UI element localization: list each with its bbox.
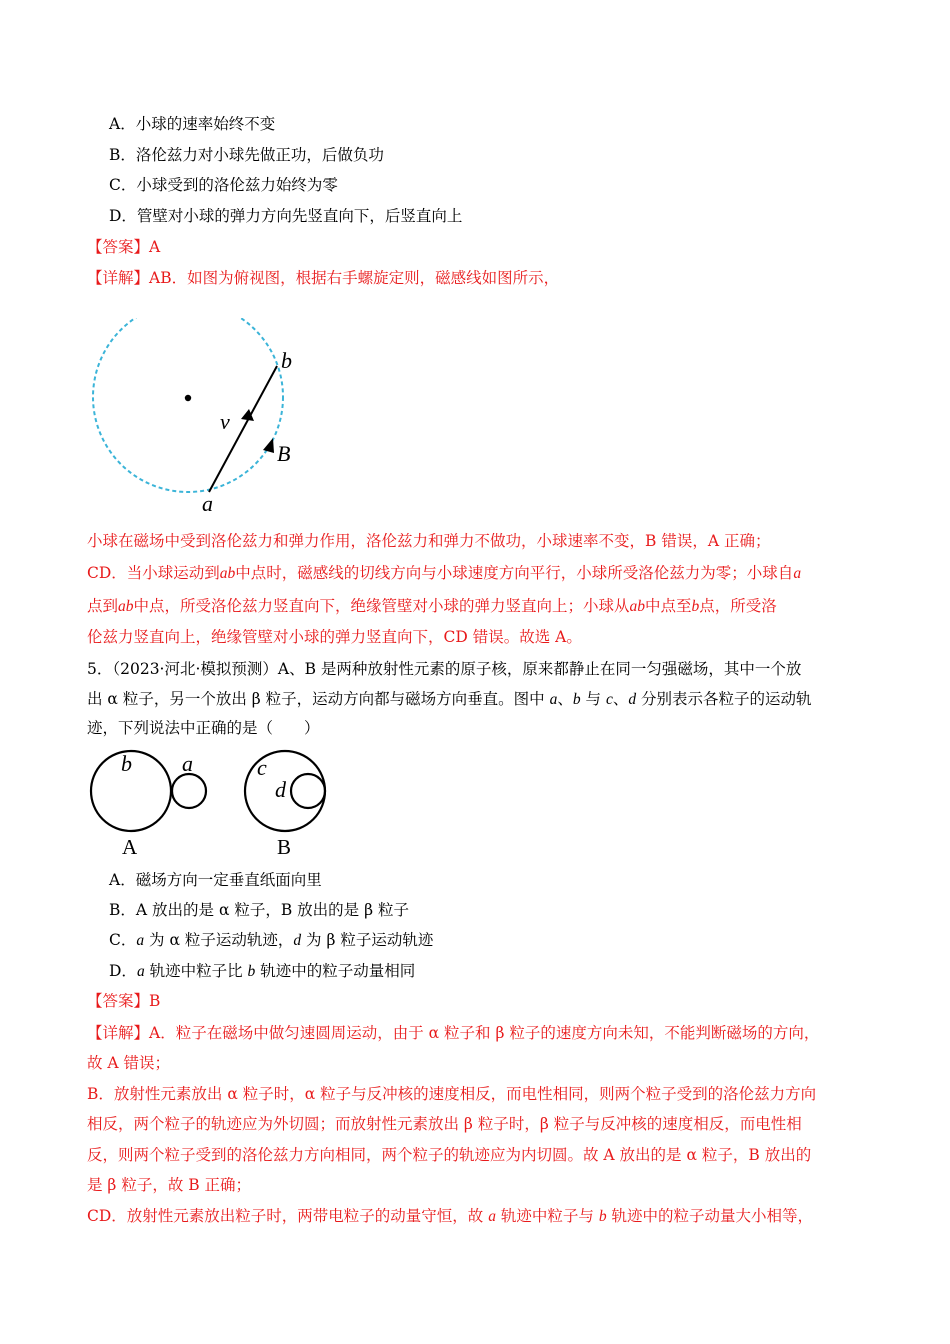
detail-tag: 【详解】 (87, 269, 150, 287)
text: 轨迹中粒子比 (144, 962, 248, 980)
var-a: a (136, 963, 145, 980)
text: 分别表示各粒子的运动轨 (636, 690, 812, 708)
text: 为 α 粒子运动轨迹， (144, 931, 294, 949)
q5-detail-line4: 相反，两个粒子的轨迹应为外切圆；而放射性元素放出 β 粒子时，β 粒子与反冲核的速度相反，而电性相 (87, 1115, 802, 1133)
detail-intro-text: AB．如图为俯视图，根据右手螺旋定则，磁感线如图所示， (149, 269, 560, 287)
q5-option-c (109, 930, 433, 951)
q5-detail-line6: 是 β 粒子，故 B 正确； (87, 1176, 252, 1194)
explanation-p2-line1 (87, 563, 801, 584)
var-a: a (549, 691, 558, 708)
label-B: B (277, 441, 291, 466)
label-v: v (220, 409, 230, 434)
q5-option-d (109, 961, 415, 982)
magnetic-field-figure (85, 318, 315, 518)
var-ab: ab (118, 598, 134, 615)
text: 、 (557, 690, 573, 708)
text: 中点，所受洛伦兹力竖直向下，绝缘管壁对小球的弹力竖直向上；小球从 (133, 597, 630, 615)
var-a: a (488, 1208, 496, 1225)
label-a: a (202, 491, 213, 516)
q5-detail-line1 (87, 1023, 819, 1043)
var-c: c (605, 691, 613, 708)
detail-q4-intro (87, 268, 559, 288)
option-a: A．小球的速率始终不变 (109, 115, 276, 133)
text: 中点至 (645, 597, 692, 615)
label-b: b (281, 348, 292, 373)
explanation-p2-line2 (87, 596, 777, 617)
var-ab: ab (629, 598, 646, 615)
text: 与 (580, 690, 606, 708)
var-b: b (247, 963, 256, 980)
option-d: D．管壁对小球的弹力方向先竖直向下，后竖直向上 (109, 207, 463, 225)
circle-B-small (291, 774, 325, 808)
option-b: B．洛伦兹力对小球先做正功，后做负功 (109, 146, 384, 164)
text: 轨迹中的粒子动量相同 (255, 962, 416, 980)
label-a: a (182, 751, 193, 776)
field-line-circle (93, 318, 283, 492)
q5-detail-line7 (87, 1206, 813, 1227)
text: 轨迹中的粒子动量大小相等， (606, 1207, 814, 1225)
label-d: d (275, 777, 286, 802)
text: CD．放射性元素放出粒子时，两带电粒子的动量守恒，故 (87, 1207, 489, 1225)
var-ab: ab (219, 565, 236, 582)
var-b: b (598, 1208, 607, 1225)
text: A．粒子在磁场中做匀速圆周运动，由于 α 粒子和 β 粒子的速度方向未知，不能判断磁场的方向， (149, 1024, 820, 1042)
q5-detail-line2: 故 A 错误； (87, 1054, 171, 1072)
q5-stem-line3: 迹，下列说法中正确的是（ ） (87, 719, 320, 737)
caption-A: A (122, 835, 138, 859)
text: 点到 (87, 597, 119, 615)
answer-q4: 【答案】A (87, 238, 161, 256)
text: 为 β 粒子运动轨迹 (301, 931, 434, 949)
text: 中点时，磁感线的切线方向与小球速度方向平行，小球所受洛伦兹力为零；小球自 (235, 564, 794, 582)
var-b: b (691, 598, 700, 615)
option-c: C．小球受到的洛伦兹力始终为零 (109, 176, 338, 194)
field-arrowhead (263, 438, 274, 453)
explanation-p1: 小球在磁场中受到洛伦兹力和弹力作用，洛伦兹力和弹力不做功，小球速率不变，B 错误，A 正确； (87, 532, 771, 550)
q5-option-b: B．A 放出的是 α 粒子，B 放出的是 β 粒子 (109, 901, 409, 919)
q5-detail-line5: 反，则两个粒子受到的洛伦兹力方向相同，两个粒子的轨迹应为内切圆。故 A 放出的是 α 粒子，B 放出的 (87, 1146, 812, 1164)
var-a: a (136, 932, 145, 949)
answer-q5: 【答案】B (87, 992, 161, 1010)
text: 点，所受洛 (699, 597, 777, 615)
var-d: d (628, 691, 637, 708)
label-c: c (257, 755, 267, 780)
label-b: b (121, 751, 132, 776)
text: 出 α 粒子，另一个放出 β 粒子，运动方向都与磁场方向垂直。图中 (87, 690, 550, 708)
text: 、 (612, 690, 629, 708)
text: D． (109, 962, 137, 980)
text: 轨迹中粒子与 (495, 1207, 599, 1225)
var-d: d (293, 932, 302, 949)
var-a: a (793, 565, 802, 582)
circle-A-small (172, 774, 206, 808)
detail-tag: 【详解】 (87, 1024, 150, 1042)
q5-detail-line3: B．放射性元素放出 α 粒子时，α 粒子与反冲核的速度相反，而电性相同，则两个粒子受到的洛伦兹力方向 (87, 1085, 817, 1103)
q5-stem-line2 (87, 689, 812, 710)
q5-stem-line1: 5．（2023·河北·模拟预测）A、B 是两种放射性元素的原子核，原来都静止在同一匀强磁场，其中一个放 (87, 660, 802, 678)
explanation-p2-line3: 伦兹力竖直向上，绝缘管壁对小球的弹力竖直向下，CD 错误。故选 A。 (87, 628, 582, 646)
var-b: b (572, 691, 581, 708)
center-dot (185, 395, 191, 401)
trajectory-figure (85, 745, 345, 860)
caption-B: B (277, 835, 292, 859)
text: CD．当小球运动到 (87, 564, 220, 582)
text: C． (109, 931, 137, 949)
q5-option-a: A．磁场方向一定垂直纸面向里 (109, 871, 322, 889)
